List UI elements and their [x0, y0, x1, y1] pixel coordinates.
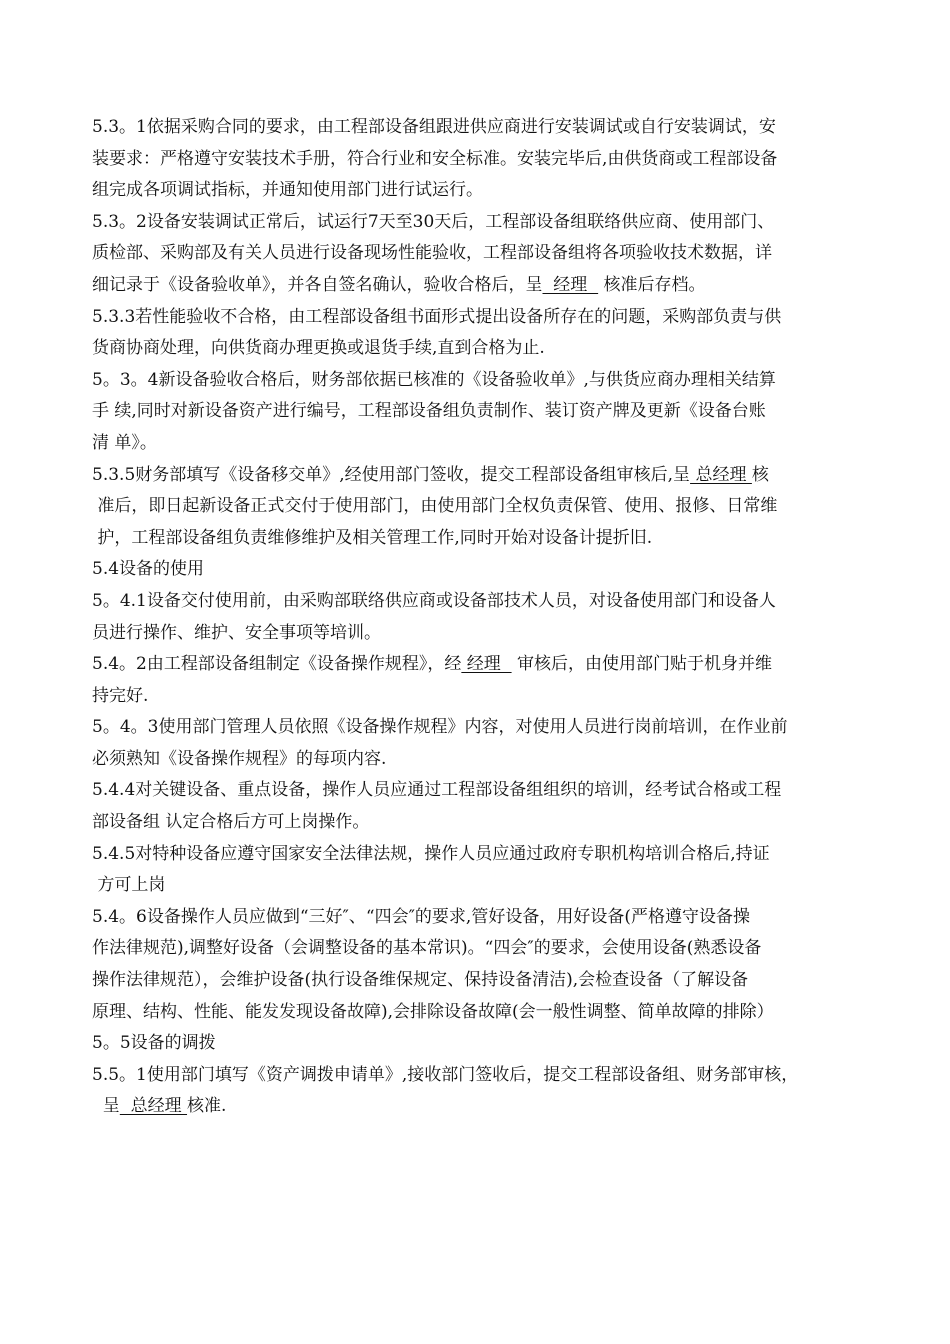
text-segment: 部设备组 认定合格后方可上岗操作。	[92, 812, 370, 833]
text-line	[92, 333, 877, 365]
text-segment: 5.3.5财务部填写《设备移交单》,经使用部门签收，提交工程部设备组审核后,呈	[92, 464, 691, 485]
text-line	[92, 396, 877, 428]
paragraph	[92, 112, 877, 207]
text-segment: 方可上岗	[92, 875, 166, 896]
text-line	[92, 207, 877, 239]
text-line	[92, 744, 877, 776]
text-line	[92, 144, 877, 176]
paragraph	[92, 1060, 877, 1123]
text-line	[92, 649, 877, 681]
text-line	[92, 586, 877, 618]
text-segment: 细记录于《设备验收单》，并各自签名确认，验收合格后，呈	[92, 274, 543, 295]
text-line	[92, 428, 877, 460]
paragraph	[92, 712, 877, 775]
paragraph	[92, 302, 877, 365]
text-segment: 5.4设备的使用	[92, 559, 205, 580]
paragraph	[92, 902, 877, 1028]
text-line	[92, 554, 877, 586]
text-segment: 5。4。3使用部门管理人员依照《设备操作规程》内容，对使用人员进行岗前培训，在作业前	[92, 717, 788, 738]
text-line	[92, 902, 877, 934]
text-line	[92, 681, 877, 713]
text-segment: 5.3。2设备安装调试正常后，试运行7天至30天后，工程部设备组联络供应商、使用部门、	[92, 211, 775, 232]
underlined-role-name: 总经理	[690, 464, 752, 485]
text-line	[92, 1060, 877, 1092]
text-segment: 持完好.	[92, 685, 149, 706]
text-segment: 护，工程部设备组负责维修维护及相关管理工作,同时开始对设备计提折旧.	[92, 527, 653, 548]
underlined-role-name: 经理	[461, 654, 512, 675]
text-segment: 5.5。1使用部门填写《资产调拨申请单》,接收部门签收后，提交工程部设备组、财务部审核，	[92, 1064, 799, 1085]
text-segment: 呈	[92, 1096, 120, 1117]
text-line	[92, 460, 877, 492]
text-line	[92, 618, 877, 650]
text-line	[92, 302, 877, 334]
text-segment: 5.4.4对关键设备、重点设备，操作人员应通过工程部设备组组织的培训，经考试合格或工程	[92, 780, 782, 801]
text-line	[92, 365, 877, 397]
text-line	[92, 965, 877, 997]
text-line	[92, 933, 877, 965]
paragraph	[92, 649, 877, 712]
text-line	[92, 112, 877, 144]
text-segment: 5.4。6设备操作人员应做到“三好″、“四会″的要求,管好设备，用好设备(严格遵守设备操	[92, 906, 750, 927]
text-segment: 质检部、采购部及有关人员进行设备现场性能验收，工程部设备组将各项验收技术数据，详	[92, 243, 772, 264]
text-segment: 核准.	[187, 1096, 227, 1117]
text-segment: 手 续,同时对新设备资产进行编号，工程部设备组负责制作、装订资产牌及更新《设备台账	[92, 401, 766, 422]
text-line	[92, 839, 877, 871]
text-segment: 原理、结构、性能、能发发现设备故障),会排除设备故障(会一般性调整、简单故障的排除）	[92, 1001, 774, 1022]
text-line	[92, 523, 877, 555]
paragraph	[92, 460, 877, 555]
text-segment: 5.4。2由工程部设备组制定《设备操作规程》，经	[92, 654, 462, 675]
text-line	[92, 238, 877, 270]
text-segment: 装要求：严格遵守安装技术手册，符合行业和安全标准。安装完毕后,由供货商或工程部设备	[92, 148, 778, 169]
paragraph	[92, 586, 877, 649]
text-segment: 5。4.1设备交付使用前，由采购部联络供应商或设备部技术人员，对设备使用部门和设备人	[92, 590, 776, 611]
document-body	[92, 112, 877, 1123]
text-segment: 货商协商处理，向供货商办理更换或退货手续,直到合格为止.	[92, 338, 545, 359]
text-line	[92, 775, 877, 807]
text-segment: 5.3。1依据采购合同的要求，由工程部设备组跟进供应商进行安装调试或自行安装调试，安	[92, 117, 776, 137]
text-line	[92, 807, 877, 839]
text-segment: 5。5设备的调拨	[92, 1033, 216, 1054]
text-line	[92, 175, 877, 207]
text-segment: 审核后，由使用部门贴于机身并维	[511, 654, 772, 675]
text-line	[92, 997, 877, 1029]
text-segment: 必须熟知《设备操作规程》的每项内容.	[92, 748, 387, 769]
text-line	[92, 270, 877, 302]
text-segment: 准后，即日起新设备正式交付于使用部门，由使用部门全权负责保管、使用、报修、日常维	[92, 496, 778, 517]
text-line	[92, 491, 877, 523]
text-segment: 作法律规范),调整好设备（会调整设备的基本常识)。“四会″的要求，会使用设备(熟悉设备	[92, 938, 762, 959]
paragraph	[92, 365, 877, 460]
paragraph	[92, 554, 877, 586]
text-segment: 组完成各项调试指标，并通知使用部门进行试运行。	[92, 180, 483, 201]
text-segment: 员进行操作、维护、安全事项等培训。	[92, 622, 381, 643]
text-line	[92, 870, 877, 902]
text-segment: 5.4.5对特种设备应遵守国家安全法律法规，操作人员应通过政府专职机构培训合格后,持证	[92, 843, 770, 864]
paragraph	[92, 207, 877, 302]
text-line	[92, 1028, 877, 1060]
paragraph	[92, 1028, 877, 1060]
paragraph	[92, 775, 877, 838]
text-segment: 操作法律规范），会维护设备(执行设备维保规定、保持设备清洁),会检查设备（了解设备	[92, 970, 749, 991]
text-line	[92, 712, 877, 744]
text-segment: 核准后存档。	[598, 274, 706, 295]
text-line	[92, 1091, 877, 1123]
text-segment: 5.3.3若性能验收不合格，由工程部设备组书面形式提出设备所存在的问题，采购部负责与供	[92, 306, 782, 327]
underlined-role-name: 经理	[542, 274, 599, 295]
underlined-role-name: 总经理	[119, 1096, 188, 1117]
text-segment: 5。3。4新设备验收合格后，财务部依据已核准的《设备验收单》,与供货应商办理相关结算	[92, 369, 776, 390]
paragraph	[92, 839, 877, 902]
text-segment: 核	[751, 464, 769, 485]
text-segment: 清 单》。	[92, 432, 157, 453]
